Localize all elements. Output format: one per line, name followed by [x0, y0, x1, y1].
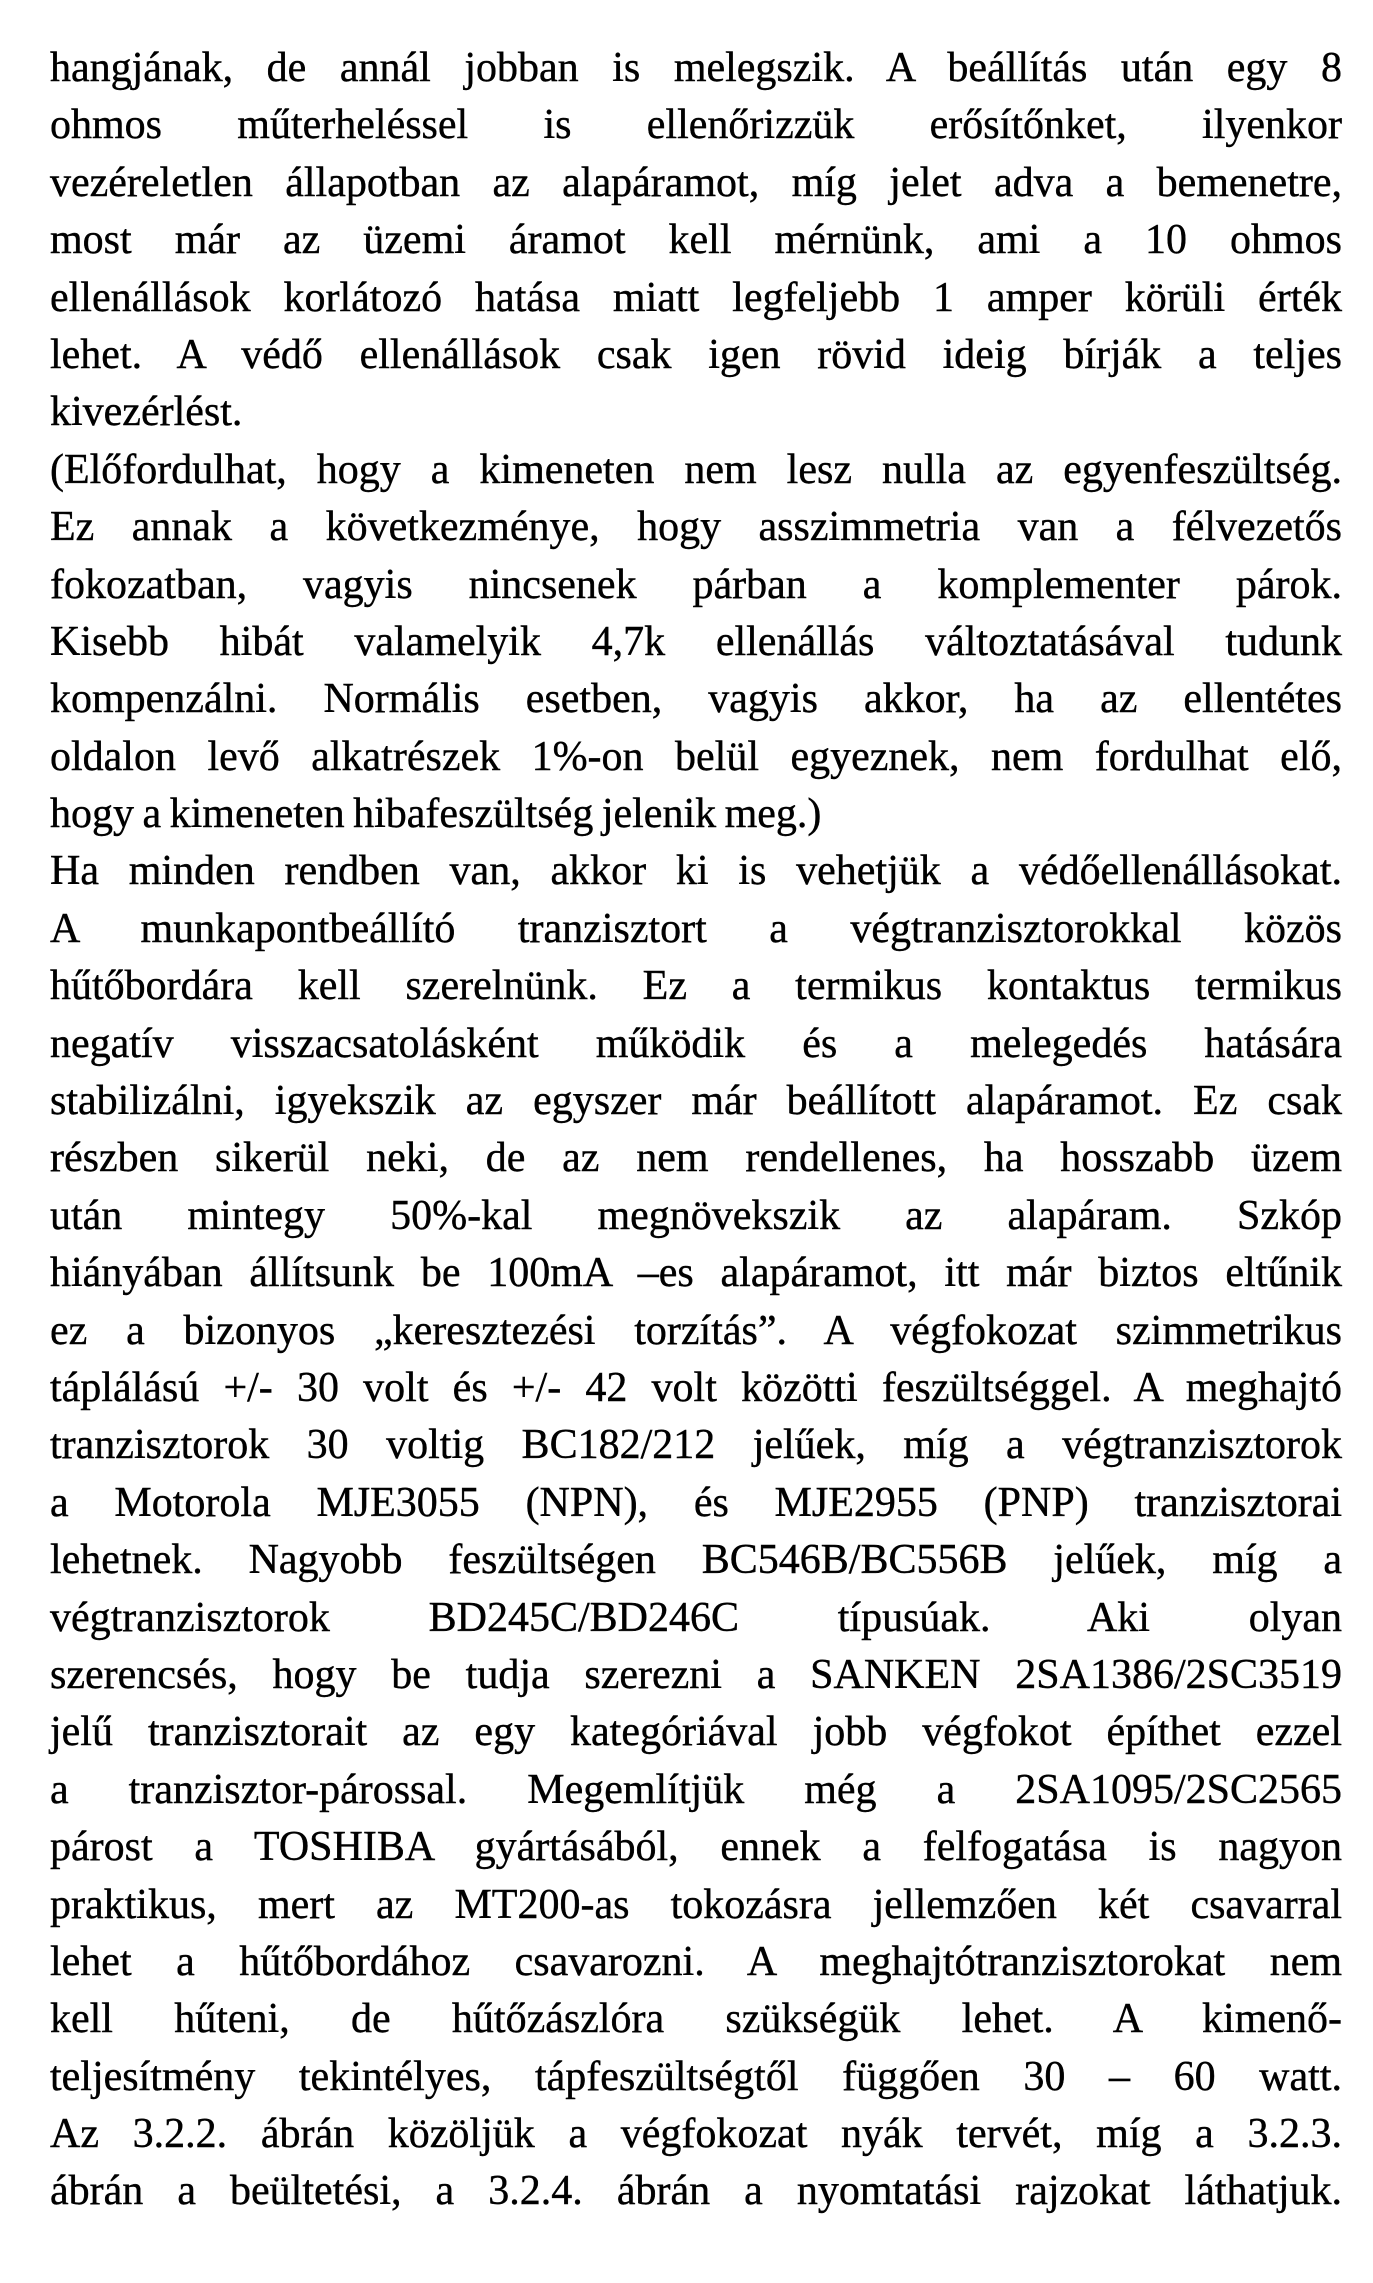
- text-column: [50, 40, 1342, 2221]
- text-line: végtranzisztorok BD245C/BD246C típusúak. Aki olyan: [50, 1594, 1342, 1641]
- text-line: ez a bizonyos „keresztezési torzítás”. A végfokozat szimmetrikus: [50, 1307, 1342, 1354]
- text-line: szerencsés, hogy be tudja szerezni a SANKEN 2SA1386/2SC3519: [50, 1651, 1342, 1698]
- text-line: után mintegy 50%-kal megnövekszik az alapáram. Szkóp: [50, 1192, 1342, 1239]
- text-line: lehetnek. Nagyobb feszültségen BC546B/BC556B jelűek, míg a: [50, 1537, 1342, 1584]
- text-line: oldalon levő alkatrészek 1%-on belül egyeznek, nem fordulhat elő,: [50, 733, 1342, 780]
- text-line: vezéreletlen állapotban az alapáramot, míg jelet adva a bemenetre,: [50, 159, 1342, 206]
- text-line: tranzisztorok 30 voltig BC182/212 jelűek, míg a végtranzisztorok: [50, 1422, 1342, 1469]
- text-line: Ha minden rendben van, akkor ki is vehetjük a védőellenállásokat.: [50, 848, 1342, 895]
- text-line: lehet a hűtőbordához csavarozni. A meghajtótranzisztorokat nem: [50, 1938, 1342, 1985]
- text-line: fokozatban, vagyis nincsenek párban a komplementer párok.: [50, 561, 1342, 608]
- text-line: Ez annak a következménye, hogy asszimmetria van a félvezetős: [50, 504, 1342, 551]
- text-line: lehet. A védő ellenállások csak igen rövid ideig bírják a teljes: [50, 331, 1342, 378]
- text-line: Az 3.2.2. ábrán közöljük a végfokozat nyák tervét, míg a 3.2.3.: [50, 2111, 1342, 2158]
- text-line: részben sikerül neki, de az nem rendellenes, ha hosszabb üzem: [50, 1135, 1342, 1182]
- paragraph: [50, 843, 1342, 2106]
- text-line: hangjának, de annál jobban is melegszik. A beállítás után egy 8: [50, 45, 1342, 91]
- text-line: most már az üzemi áramot kell mérnünk, ami a 10 ohmos: [50, 217, 1342, 264]
- text-line: teljesítmény tekintélyes, tápfeszültségtől függően 30 – 60 watt.: [50, 2053, 1342, 2100]
- paragraph: [50, 442, 1342, 844]
- text-line: hiányában állítsunk be 100mA –es alapáramot, itt már biztos eltűnik: [50, 1250, 1342, 1297]
- paragraph: [50, 2106, 1342, 2221]
- text-line: a Motorola MJE3055 (NPN), és MJE2955 (PNP) tranzisztorai: [50, 1479, 1342, 1526]
- text-line: hűtőbordára kell szerelnünk. Ez a termikus kontaktus termikus: [50, 963, 1342, 1010]
- text-line: praktikus, mert az MT200-as tokozásra jellemzően két csavarral: [50, 1881, 1342, 1928]
- text-line: hogy a kimeneten hibafeszültség jelenik meg.): [50, 791, 822, 838]
- text-line: A munkapontbeállító tranzisztort a végtranzisztorokkal közös: [50, 905, 1342, 952]
- text-line: Kisebb hibát valamelyik 4,7k ellenállás változtatásával tudunk: [50, 618, 1342, 665]
- text-line: stabilizálni, igyekszik az egyszer már beállított alapáramot. Ez csak: [50, 1078, 1342, 1125]
- text-line: kompenzálni. Normális esetben, vagyis akkor, ha az ellentétes: [50, 676, 1342, 723]
- text-line: ohmos műterheléssel is ellenőrizzük erősítőnket, ilyenkor: [50, 102, 1342, 149]
- text-line: a tranzisztor-párossal. Megemlítjük még a 2SA1095/2SC2565: [50, 1766, 1342, 1813]
- text-line: (Előfordulhat, hogy a kimeneten nem lesz nulla az egyenfeszültség.: [50, 446, 1342, 493]
- text-line: kell hűteni, de hűtőzászlóra szükségük lehet. A kimenő-: [50, 1996, 1342, 2043]
- text-line: táplálású +/- 30 volt és +/- 42 volt közötti feszültséggel. A meghajtó: [50, 1364, 1342, 1411]
- text-line: jelű tranzisztorait az egy kategóriával jobb végfokot építhet ezzel: [50, 1709, 1342, 1756]
- text-line: párost a TOSHIBA gyártásából, ennek a felfogatása is nagyon: [50, 1824, 1342, 1871]
- paragraph: [50, 40, 1342, 442]
- text-line: ábrán a beültetési, a 3.2.4. ábrán a nyomtatási rajzokat láthatjuk.: [50, 2168, 1342, 2215]
- text-line: kivezérlést.: [50, 389, 243, 436]
- text-line: negatív visszacsatolásként működik és a melegedés hatására: [50, 1020, 1342, 1067]
- text-line: ellenállások korlátozó hatása miatt legfeljebb 1 amper körüli érték: [50, 274, 1342, 321]
